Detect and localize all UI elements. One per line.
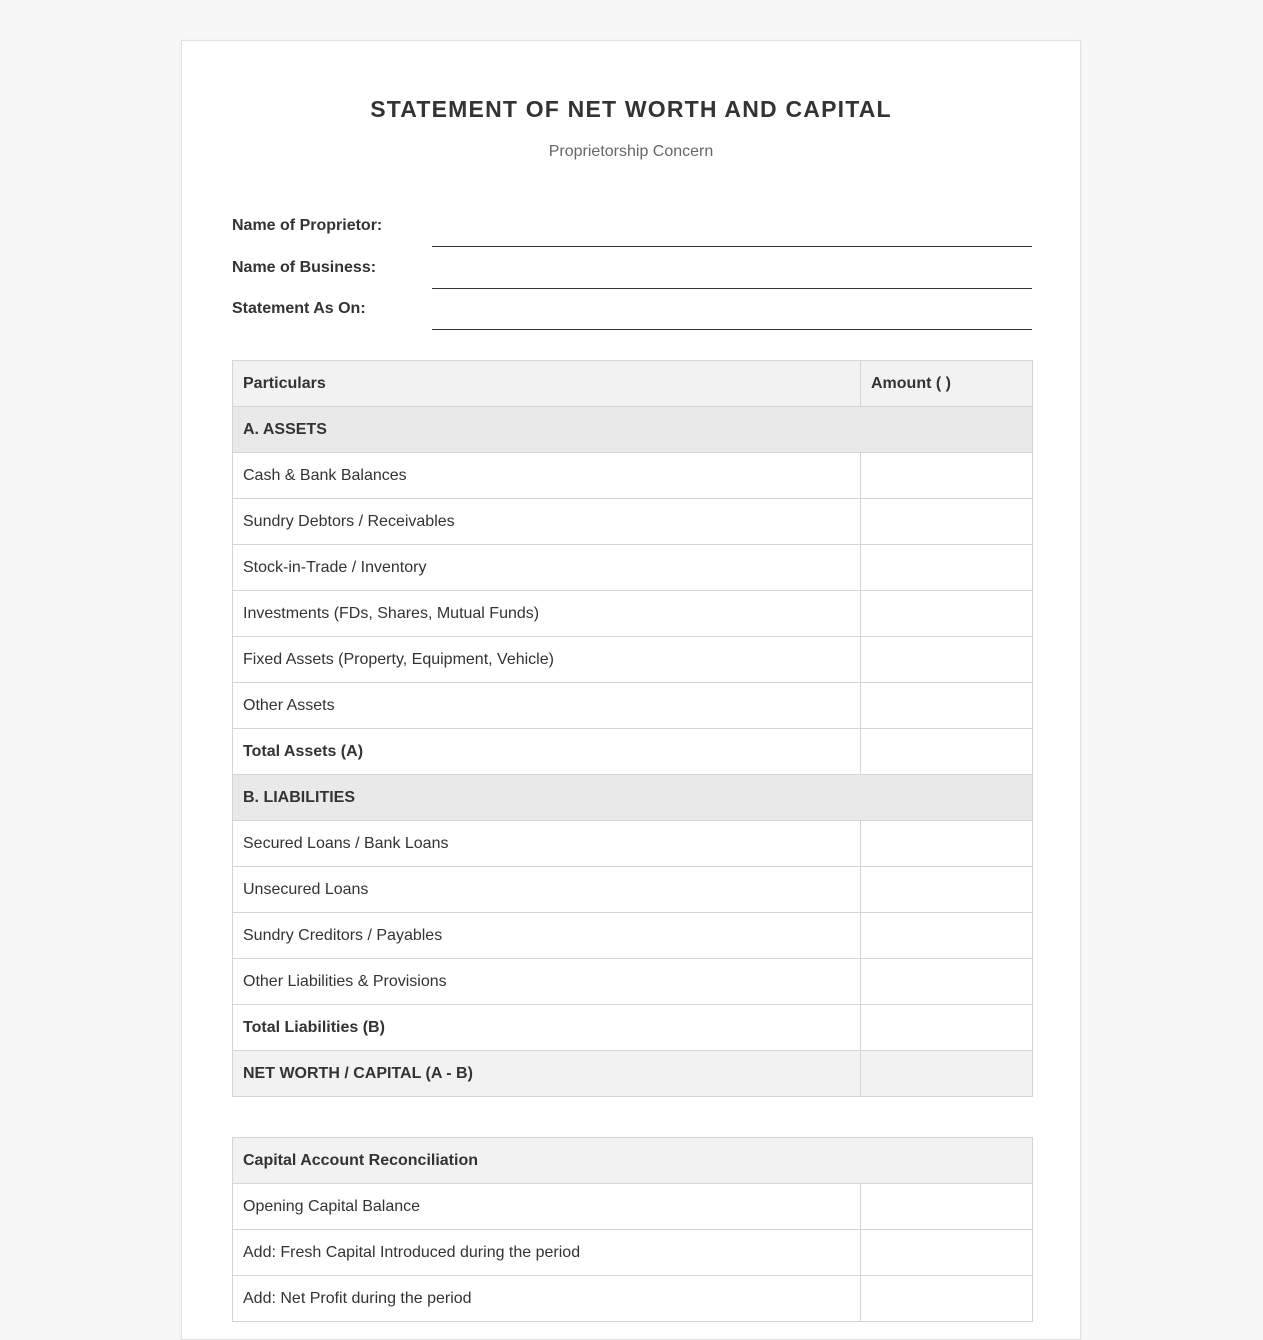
field-label: Statement As On: [232,300,366,317]
field-statement-date [232,300,1032,330]
table-row [233,453,1033,499]
section-heading-liabilities: B. LIABILITIES [233,775,1033,821]
statement-date-line[interactable] [432,329,1032,330]
total-row-liabilities [233,1005,1033,1051]
table-row [233,1184,1033,1230]
reconciliation-header-row [233,1138,1033,1184]
row-label: Secured Loans / Bank Loans [233,821,861,867]
table-row [233,637,1033,683]
total-liabilities-amount[interactable] [861,1005,1033,1051]
table-row [233,821,1033,867]
amount-cell[interactable] [861,1276,1033,1322]
row-label: Stock-in-Trade / Inventory [233,545,861,591]
amount-cell[interactable] [861,545,1033,591]
field-proprietor-name [232,217,1032,247]
amount-cell[interactable] [861,959,1033,1005]
field-business-name [232,259,1032,289]
amount-cell[interactable] [861,637,1033,683]
table-row [233,913,1033,959]
amount-cell[interactable] [861,1184,1033,1230]
row-label: Fixed Assets (Property, Equipment, Vehicle) [233,637,861,683]
proprietor-name-line[interactable] [432,246,1032,247]
amount-cell[interactable] [861,821,1033,867]
row-label: Investments (FDs, Shares, Mutual Funds) [233,591,861,637]
table-row [233,1230,1033,1276]
amount-cell[interactable] [861,867,1033,913]
row-label: Unsecured Loans [233,867,861,913]
business-name-line[interactable] [432,288,1032,289]
document-subtitle: Proprietorship Concern [548,143,714,160]
amount-cell[interactable] [861,499,1033,545]
statement-table [232,360,1033,1097]
row-label: Opening Capital Balance [233,1184,861,1230]
amount-cell[interactable] [861,913,1033,959]
field-label: Name of Proprietor: [232,217,383,234]
table-row [233,1276,1033,1322]
row-label: Sundry Creditors / Payables [233,913,861,959]
amount-cell[interactable] [861,591,1033,637]
row-label: Add: Fresh Capital Introduced during the period [233,1230,861,1276]
amount-cell[interactable] [861,683,1033,729]
total-assets-amount[interactable] [861,729,1033,775]
row-label: Other Assets [233,683,861,729]
table-row [233,867,1033,913]
field-label: Name of Business: [232,259,377,276]
document-page [181,40,1081,1340]
table-row [233,683,1033,729]
section-row-assets [233,407,1033,453]
row-label: Sundry Debtors / Receivables [233,499,861,545]
header-particulars: Particulars [233,361,861,407]
table-row [233,959,1033,1005]
row-label: Other Liabilities & Provisions [233,959,861,1005]
document-title: STATEMENT OF NET WORTH AND CAPITAL [370,96,892,122]
amount-cell[interactable] [861,1230,1033,1276]
section-row-liabilities [233,775,1033,821]
section-heading-assets: A. ASSETS [233,407,1033,453]
net-worth-amount[interactable] [861,1051,1033,1097]
row-label: Cash & Bank Balances [233,453,861,499]
table-row [233,499,1033,545]
total-assets-label: Total Assets (A) [233,729,861,775]
reconciliation-table [232,1137,1033,1322]
table-header-row [233,361,1033,407]
row-label: Add: Net Profit during the period [233,1276,861,1322]
table-row [233,591,1033,637]
table-row [233,545,1033,591]
amount-cell[interactable] [861,453,1033,499]
total-row-assets [233,729,1033,775]
total-liabilities-label: Total Liabilities (B) [233,1005,861,1051]
net-worth-label: NET WORTH / CAPITAL (A - B) [233,1051,861,1097]
reconciliation-heading: Capital Account Reconciliation [233,1138,1033,1184]
net-worth-row [233,1051,1033,1097]
header-amount: Amount ( ) [861,361,1033,407]
